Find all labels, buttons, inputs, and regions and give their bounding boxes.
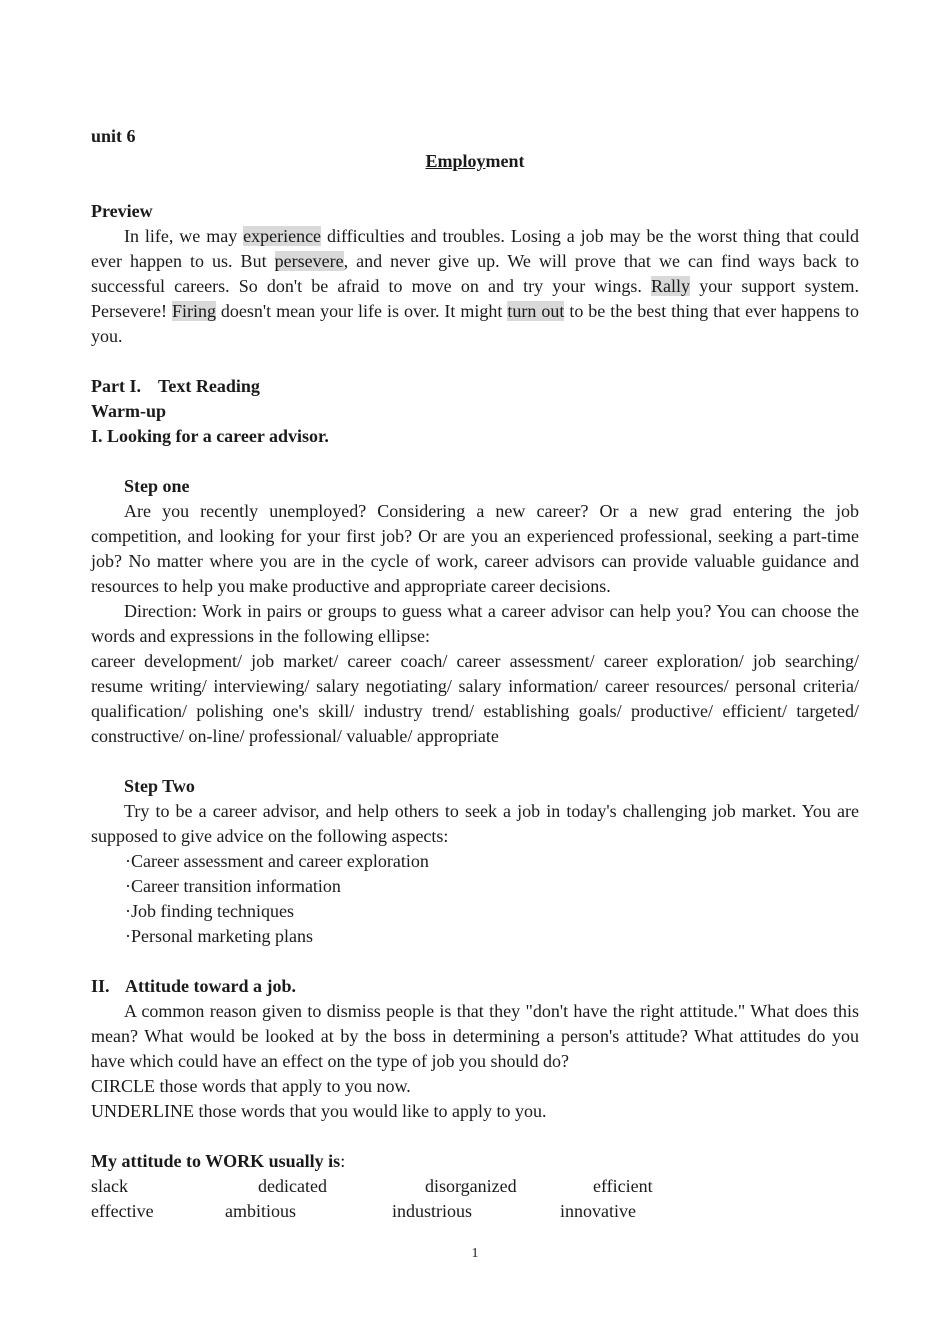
- unit-label: unit 6: [91, 126, 136, 146]
- preview-paragraph: In life, we may experience difficulties and troubles. Losing a job may be the worst thing that could ever happen to us. But persevere, and never give up. We will prove that we can find ways back to successful careers. So don't be afraid to move on and try your wings. Rally your support system. Persevere! Firing doesn't mean your life is over. It might turn out to be the best thing that ever happens to you.: [91, 226, 860, 346]
- page-number: 1: [471, 1246, 479, 1261]
- word-ambitious: ambitious: [225, 1201, 296, 1221]
- word-innovative: innovative: [560, 1201, 636, 1221]
- word-effective: effective: [91, 1201, 154, 1221]
- attitude-row-2: [91, 1199, 859, 1224]
- preview-heading: Preview: [91, 201, 153, 221]
- highlight-firing: Firing: [171, 301, 216, 321]
- highlight-rally: Rally: [651, 276, 691, 296]
- highlight-persevere: persevere: [274, 251, 344, 271]
- title-underlined-part: Employ: [425, 151, 486, 171]
- document-page: [91, 124, 859, 1224]
- word-list-paragraph: career development/ job market/ career coach/ career assessment/ career exploration/ job searching/ resume writing/ interviewing/ salary negotiating/ salary information/ career resources/ personal criteria/ qualification/ polishing one's skill/ industry trend/ establishing goals/ productive/ efficient/ targeted/ constructive/ on-line/ professional/ valuable/ appropriate: [91, 651, 859, 746]
- word-disorganized: disorganized: [425, 1176, 517, 1196]
- section2-paragraph: A common reason given to dismiss people is that they "don't have the right attitude." What does this mean? What would be looked at by the boss in determining a person's attitude? What attitudes do you have which could have an effect on the type of job you should do?: [91, 1001, 859, 1071]
- word-slack: slack: [91, 1176, 128, 1196]
- direction-paragraph: Direction: Work in pairs or groups to guess what a career advisor can help you? You can choose the words and expressions in the following ellipse:: [91, 601, 859, 646]
- attitude-row-1: [91, 1174, 859, 1199]
- circle-instruction: CIRCLE those words that apply to you now.: [91, 1076, 411, 1096]
- attitude-label: My attitude to WORK usually is:: [91, 1151, 346, 1171]
- underline-instruction: UNDERLINE those words that you would like to apply to you.: [91, 1101, 547, 1121]
- list-item: ·Career transition information: [125, 876, 341, 896]
- title-rest: ment: [485, 151, 525, 171]
- highlight-turn-out: turn out: [507, 301, 565, 321]
- word-industrious: industrious: [392, 1201, 473, 1221]
- section2-heading: II. Attitude toward a job.: [91, 976, 296, 996]
- part1-heading: Part I. Text Reading: [91, 376, 260, 396]
- highlight-experience: experience: [243, 226, 322, 246]
- warmup-heading: Warm-up: [91, 401, 167, 421]
- list-item: ·Career assessment and career exploration: [125, 851, 429, 871]
- list-item: ·Personal marketing plans: [125, 926, 313, 946]
- page-title: [91, 149, 859, 174]
- section1-heading: I. Looking for a career advisor.: [91, 426, 329, 446]
- word-dedicated: dedicated: [258, 1176, 327, 1196]
- step-one-paragraph: Are you recently unemployed? Considering a new career? Or a new grad entering the job competition, and looking for your first job? Or are you an experienced professional, seeking a part-time job? No matter where you are in the cycle of work, career advisors can provide valuable guidance and resources to help you make productive and appropriate career decisions.: [91, 501, 859, 596]
- list-item: ·Job finding techniques: [125, 901, 294, 921]
- step-two-heading: Step Two: [124, 776, 195, 796]
- step-one-heading: Step one: [124, 476, 190, 496]
- step-two-paragraph: Try to be a career advisor, and help others to seek a job in today's challenging job market. You are supposed to give advice on the following aspects:: [91, 801, 859, 846]
- word-efficient: efficient: [593, 1176, 653, 1196]
